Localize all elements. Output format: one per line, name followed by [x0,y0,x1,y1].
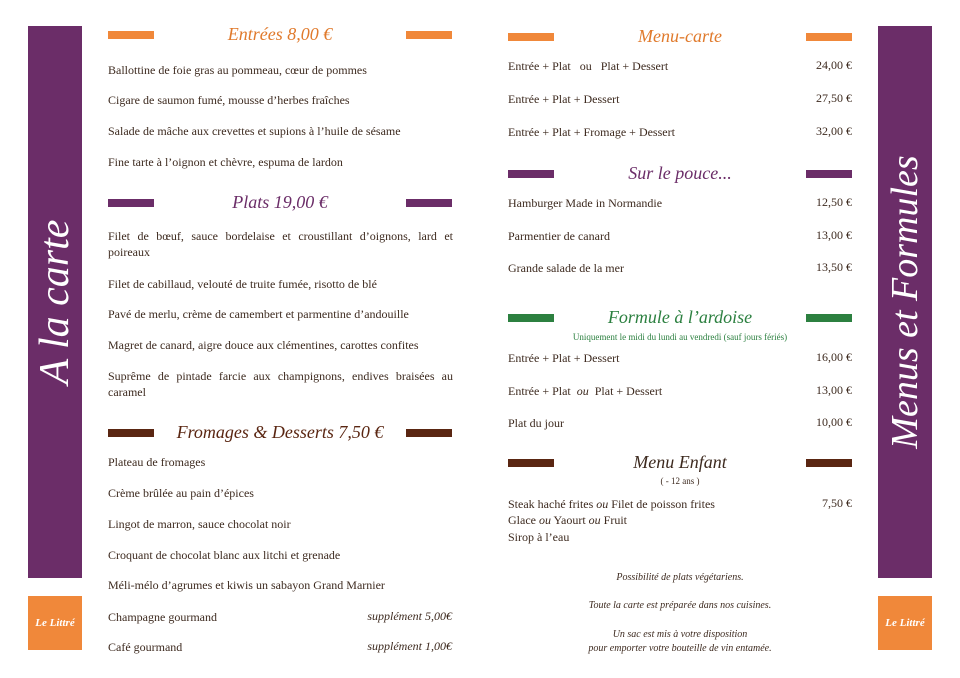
item-part: Entrée + Plat [508,59,571,73]
enfant-line [508,512,808,528]
item-sep: ou [538,513,551,527]
plats-title: Plats 19,00 € [232,192,328,212]
item-price: 32,00 € [816,124,852,138]
entree-item: Cigare de saumon fumé, mousse d’herbes fraîches [108,93,350,107]
footer-note: pour emporter votre bouteille de vin entamée. [588,643,772,654]
item-part: Fruit [603,513,628,527]
footer-note: Un sac est mis à votre disposition [612,629,748,640]
enfant-line: Sirop à l’eau [508,530,570,544]
item-price: 12,50 € [816,195,852,209]
sur-le-pouce-title: Sur le pouce... [628,163,732,183]
heading-bar [108,31,154,39]
heading-bar [806,170,852,178]
heading-bar [806,33,852,41]
pouce-item: Grande salade de la mer [508,261,624,275]
formule-item: Entrée + Plat + Dessert [508,351,620,365]
formule-heading [508,307,852,328]
dessert-item: Champagne gourmand [108,610,217,624]
heading-bar [108,429,154,437]
plat-item: Pavé de merlu, crème de camembert et parmentine d’andouille [108,307,409,321]
item-price: 24,00 € [816,58,852,72]
formule-title: Formule à l’ardoise [607,307,753,327]
dessert-item: Lingot de marron, sauce chocolat noir [108,517,291,531]
item-price: 13,00 € [816,383,852,397]
pouce-item: Hamburger Made in Normandie [508,196,663,210]
heading-bar [406,429,452,437]
menu-carte-item [508,58,808,74]
supplement-price: supplément 1,00€ [367,639,452,653]
item-price: 13,00 € [816,228,852,242]
footer-note: Possibilité de plats végétariens. [616,572,744,583]
formule-item [508,383,808,399]
item-part: Yaourt [553,513,586,527]
plat-item: Suprême de pintade farcie aux champignons, endives braisées au caramel [108,369,453,399]
plat-item: Filet de bœuf, sauce bordelaise et croustillant d’oignons, lard et poireaux [108,229,453,259]
dessert-item: Crème brûlée au pain d’épices [108,486,254,500]
dessert-item: Méli-mélo d’agrumes et kiwis un sabayon Grand Marnier [108,578,385,592]
item-part: Plat + Dessert [594,384,663,398]
dessert-item: Plateau de fromages [108,455,206,469]
heading-bar [508,459,554,467]
entrees-title: Entrées 8,00 € [227,24,333,44]
heading-bar [406,31,452,39]
item-part: Steak haché frites [508,497,594,511]
plat-item: Magret de canard, aigre douce aux clémentines, carottes confites [108,338,419,352]
item-part: Plat + Dessert [600,59,669,73]
entree-item: Fine tarte à l’oignon et chèvre, espuma de lardon [108,155,343,169]
entrees-heading [108,24,452,45]
left-side-band [28,26,82,578]
sur-le-pouce-heading [508,163,852,184]
formule-subtitle: Uniquement le midi du lundi au vendredi (sauf jours fériés) [572,332,788,342]
item-price: 10,00 € [816,415,852,429]
pouce-item: Parmentier de canard [508,229,610,243]
plat-item: Filet de cabillaud, velouté de truite fumée, risotto de blé [108,277,377,291]
item-sep: ou [588,513,601,527]
right-logo: Le Littré [878,596,932,650]
right-side-band [878,26,932,578]
menu-carte-item: Entrée + Plat + Fromage + Dessert [508,125,675,139]
item-price: 13,50 € [816,260,852,274]
heading-bar [806,459,852,467]
desserts-title: Fromages & Desserts 7,50 € [176,422,384,442]
entree-item: Salade de mâche aux crevettes et supions à l’huile de sésame [108,124,401,138]
heading-bar [406,199,452,207]
item-part: Filet de poisson frites [611,497,715,511]
item-sep: ou [579,59,592,73]
menu-carte-title: Menu-carte [638,26,722,46]
heading-bar [108,199,154,207]
menu-enfant-heading [508,452,852,473]
menu-enfant-subtitle: ( - 12 ans ) [660,476,700,486]
menu-enfant-title: Menu Enfant [633,452,727,472]
footer-note: Toute la carte est préparée dans nos cuisines. [588,600,772,611]
heading-bar [508,314,554,322]
item-part: Glace [508,513,536,527]
a-la-carte-title: A la carte [32,219,78,385]
formule-item: Plat du jour [508,416,564,430]
entree-item: Ballottine de foie gras au pommeau, cœur de pommes [108,63,367,77]
heading-bar [508,33,554,41]
left-logo: Le Littré [28,596,82,650]
menu-carte-item: Entrée + Plat + Dessert [508,92,620,106]
item-price: 27,50 € [816,91,852,105]
item-sep: ou [576,384,589,398]
supplement-price: supplément 5,00€ [367,609,452,623]
menus-formules-title: Menus et Formules [884,155,926,449]
item-part: Entrée + Plat [508,384,571,398]
dessert-item: Croquant de chocolat blanc aux litchi et grenade [108,548,341,562]
item-price: 16,00 € [816,350,852,364]
item-sep: ou [596,497,609,511]
item-price: 7,50 € [822,496,852,510]
plats-heading [108,192,452,213]
heading-bar [508,170,554,178]
menu-carte-heading [508,26,852,47]
heading-bar [806,314,852,322]
dessert-item: Café gourmand [108,640,183,654]
enfant-line [508,496,808,512]
desserts-heading [108,422,452,443]
